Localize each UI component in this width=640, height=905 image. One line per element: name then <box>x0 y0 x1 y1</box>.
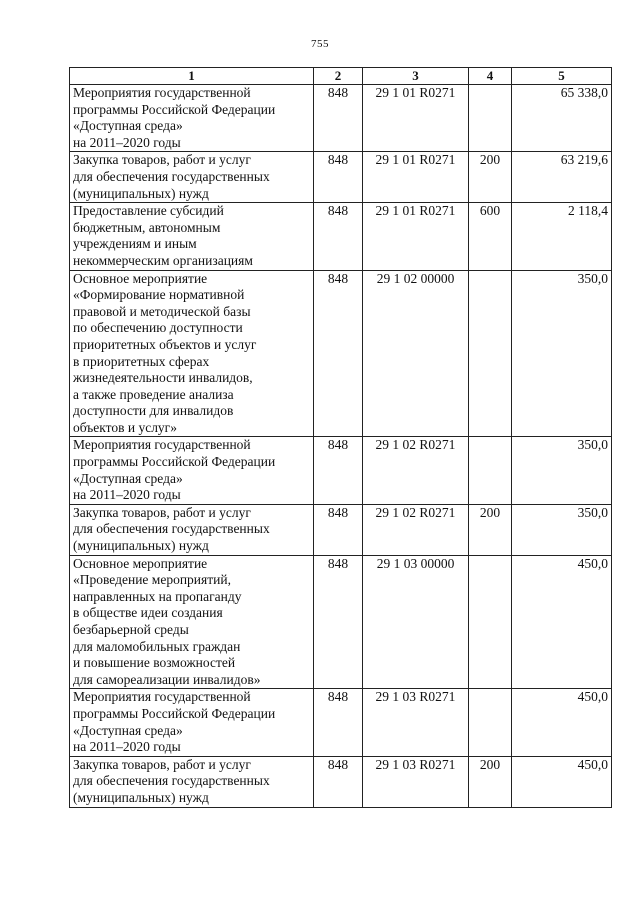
table-row <box>70 504 612 555</box>
row-name-line: некоммерческим организациям <box>73 252 253 268</box>
row-name-line: направленных на пропаганду <box>73 588 242 604</box>
amount-cell: 350,0 <box>512 270 612 437</box>
row-name-line: Мероприятия государственной <box>73 85 251 100</box>
row-name-line: Основное мероприятие <box>73 555 208 571</box>
row-name-line: программы Российской Федерации <box>73 101 276 117</box>
row-name-line: «Доступная среда» <box>73 118 183 134</box>
row-name-line: Предоставление субсидий <box>73 203 224 219</box>
amount-cell: 350,0 <box>512 437 612 504</box>
header-col-5: 5 <box>512 68 612 85</box>
row-name-line: «Формирование нормативной <box>73 287 245 303</box>
admin-code-cell: 848 <box>314 152 363 203</box>
row-name-cell <box>70 689 314 756</box>
admin-code-cell: 848 <box>314 270 363 437</box>
row-name-line: «Доступная среда» <box>73 722 183 738</box>
row-name-line: программы Российской Федерации <box>73 454 276 470</box>
expense-type-cell <box>469 270 512 437</box>
row-name-line: в приоритетных сферах <box>73 353 210 369</box>
row-name-line: объектов и услуг» <box>73 419 177 435</box>
target-code-cell: 29 1 03 00000 <box>363 555 469 689</box>
admin-code-cell: 848 <box>314 756 363 807</box>
target-code-cell: 29 1 01 R0271 <box>363 85 469 152</box>
amount-cell: 65 338,0 <box>512 85 612 152</box>
table-row <box>70 270 612 437</box>
page-number: 755 <box>311 38 329 50</box>
budget-table <box>69 67 612 808</box>
amount-cell: 450,0 <box>512 756 612 807</box>
row-name-line: (муниципальных) нужд <box>73 538 209 554</box>
row-name-cell <box>70 85 314 152</box>
header-col-4: 4 <box>469 68 512 85</box>
admin-code-cell: 848 <box>314 689 363 756</box>
target-code-cell: 29 1 01 R0271 <box>363 152 469 203</box>
table-row <box>70 756 612 807</box>
row-name-line: бюджетным, автономным <box>73 219 221 235</box>
expense-type-cell <box>469 437 512 504</box>
row-name-line: правовой и методической базы <box>73 303 251 319</box>
row-name-line: программы Российской Федерации <box>73 705 276 721</box>
expense-type-cell: 200 <box>469 756 512 807</box>
amount-cell: 350,0 <box>512 504 612 555</box>
row-name-cell <box>70 437 314 504</box>
row-name-line: «Проведение мероприятий, <box>73 572 231 588</box>
row-name-cell <box>70 270 314 437</box>
row-name-line: «Доступная среда» <box>73 470 183 486</box>
table-row <box>70 152 612 203</box>
admin-code-cell: 848 <box>314 85 363 152</box>
row-name-line: а также проведение анализа <box>73 386 234 402</box>
table-row <box>70 555 612 689</box>
expense-type-cell <box>469 85 512 152</box>
row-name-cell <box>70 152 314 203</box>
expense-type-cell: 200 <box>469 504 512 555</box>
table-row <box>70 689 612 756</box>
table-body <box>70 85 612 808</box>
target-code-cell: 29 1 02 00000 <box>363 270 469 437</box>
row-name-line: для маломобильных граждан <box>73 638 241 654</box>
row-name-cell <box>70 756 314 807</box>
row-name-cell <box>70 203 314 270</box>
target-code-cell: 29 1 02 R0271 <box>363 504 469 555</box>
table-row <box>70 437 612 504</box>
expense-type-cell <box>469 689 512 756</box>
row-name-line: Мероприятия государственной <box>73 689 251 705</box>
table-header-row <box>70 68 612 85</box>
row-name-line: Основное мероприятие <box>73 270 208 286</box>
row-name-line: приоритетных объектов и услуг <box>73 336 257 352</box>
row-name-line: в обществе идеи создания <box>73 605 223 621</box>
amount-cell: 450,0 <box>512 555 612 689</box>
target-code-cell: 29 1 02 R0271 <box>363 437 469 504</box>
target-code-cell: 29 1 03 R0271 <box>363 689 469 756</box>
row-name-line: Закупка товаров, работ и услуг <box>73 756 251 772</box>
row-name-line: Закупка товаров, работ и услуг <box>73 504 251 520</box>
target-code-cell: 29 1 03 R0271 <box>363 756 469 807</box>
admin-code-cell: 848 <box>314 555 363 689</box>
amount-cell: 63 219,6 <box>512 152 612 203</box>
amount-cell: 450,0 <box>512 689 612 756</box>
row-name-line: и повышение возможностей <box>73 655 236 671</box>
expense-type-cell: 200 <box>469 152 512 203</box>
row-name-line: безбарьерной среды <box>73 622 189 637</box>
row-name-line: Мероприятия государственной <box>73 437 251 453</box>
row-name-line: Закупка товаров, работ и услуг <box>73 152 251 168</box>
header-col-3: 3 <box>363 68 469 85</box>
table-row <box>70 203 612 270</box>
target-code-cell: 29 1 01 R0271 <box>363 203 469 270</box>
row-name-line: для самореализации инвалидов» <box>73 671 261 687</box>
row-name-line: по обеспечению доступности <box>73 320 243 336</box>
row-name-line: на 2011–2020 годы <box>73 487 181 503</box>
row-name-line: для обеспечения государственных <box>73 521 270 537</box>
table-row <box>70 85 612 152</box>
amount-cell: 2 118,4 <box>512 203 612 270</box>
row-name-line: на 2011–2020 годы <box>73 739 181 755</box>
row-name-line: (муниципальных) нужд <box>73 789 209 805</box>
row-name-line: для обеспечения государственных <box>73 168 270 184</box>
row-name-line: (муниципальных) нужд <box>73 185 209 201</box>
admin-code-cell: 848 <box>314 203 363 270</box>
expense-type-cell: 600 <box>469 203 512 270</box>
row-name-line: жизнедеятельности инвалидов, <box>73 370 253 386</box>
row-name-line: учреждениям и иным <box>73 236 197 252</box>
row-name-line: на 2011–2020 годы <box>73 134 181 150</box>
row-name-cell <box>70 504 314 555</box>
admin-code-cell: 848 <box>314 504 363 555</box>
header-col-2: 2 <box>314 68 363 85</box>
row-name-line: для обеспечения государственных <box>73 773 270 789</box>
row-name-line: доступности для инвалидов <box>73 403 234 419</box>
row-name-cell <box>70 555 314 689</box>
header-col-1: 1 <box>70 68 314 85</box>
admin-code-cell: 848 <box>314 437 363 504</box>
expense-type-cell <box>469 555 512 689</box>
